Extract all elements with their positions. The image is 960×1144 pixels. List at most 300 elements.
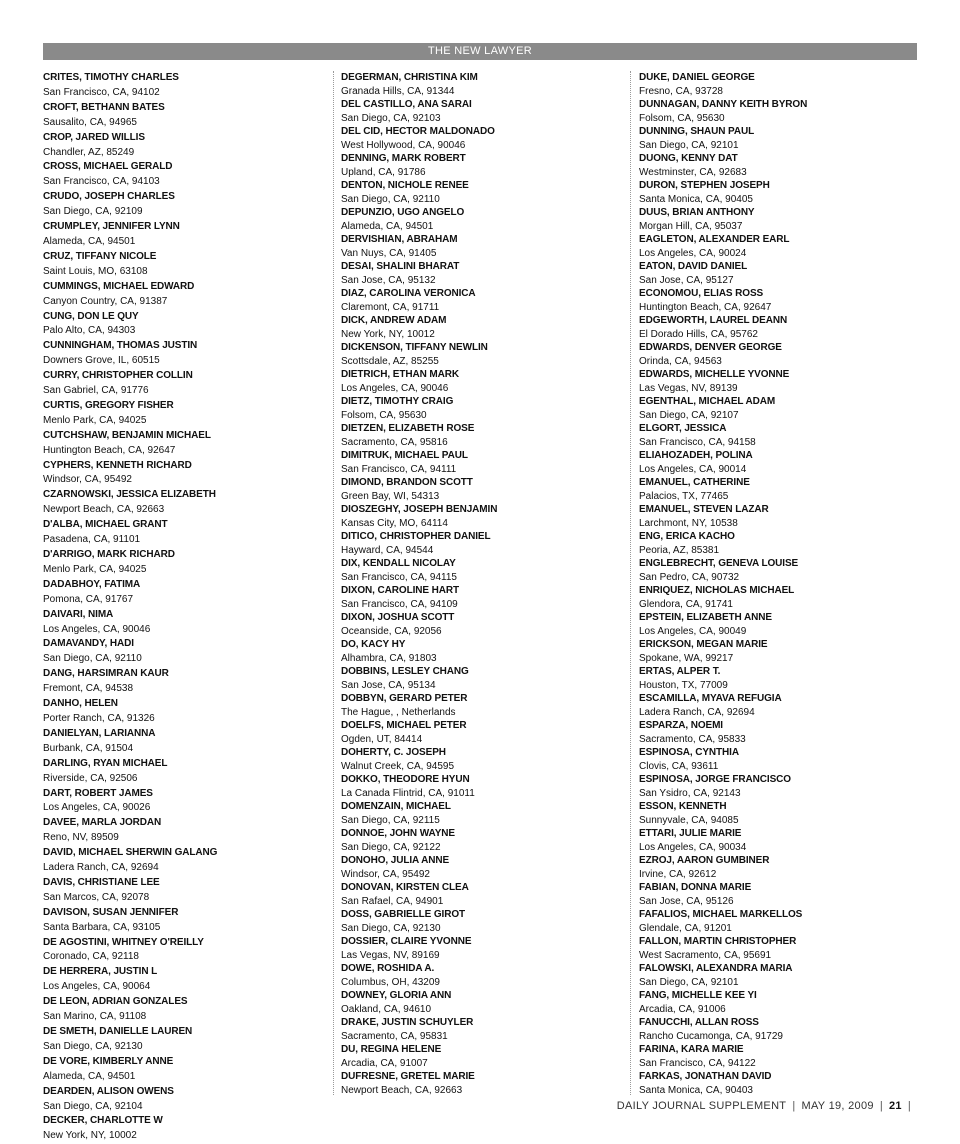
attorney-name: DE LEON, ADRIAN GONZALES: [43, 996, 188, 1008]
attorney-location: Glendora, CA, 91741: [639, 598, 733, 610]
attorney-entry: [639, 503, 909, 530]
attorney-entry: [341, 260, 611, 287]
attorney-location: Las Vegas, NV, 89169: [341, 949, 440, 961]
attorney-location: Chandler, AZ, 85249: [43, 146, 135, 158]
attorney-entry: [341, 719, 611, 746]
attorney-name: ESPINOSA, CYNTHIA: [639, 747, 739, 758]
attorney-location: San Jose, CA, 95126: [639, 895, 734, 907]
attorney-name: CROP, JARED WILLIS: [43, 131, 145, 143]
attorney-name: CROSS, MICHAEL GERALD: [43, 161, 173, 173]
attorney-name: DUONG, KENNY DAT: [639, 153, 738, 164]
attorney-name: FARINA, KARA MARIE: [639, 1044, 744, 1055]
attorney-entry: [341, 989, 611, 1016]
attorney-name: CRITES, TIMOTHY CHARLES: [43, 72, 179, 83]
attorney-name: ERTAS, ALPER T.: [639, 666, 721, 677]
attorney-name: DOSS, GABRIELLE GIROT: [341, 909, 466, 920]
attorney-entry: [43, 846, 313, 876]
column-divider: [333, 71, 334, 1095]
attorney-entry: [43, 280, 313, 310]
attorney-entry: [43, 667, 313, 697]
attorney-entry: [639, 827, 909, 854]
attorney-location: Oakland, CA, 94610: [341, 1003, 432, 1015]
attorney-location: San Jose, CA, 95127: [639, 274, 734, 286]
attorney-entry: [341, 611, 611, 638]
attorney-location: West Hollywood, CA, 90046: [341, 139, 466, 151]
attorney-location: Sausalito, CA, 94965: [43, 116, 137, 128]
attorney-name: CURTIS, GREGORY FISHER: [43, 399, 174, 411]
attorney-location: San Diego, CA, 92122: [341, 841, 441, 853]
attorney-name: DEGERMAN, CHRISTINA KIM: [341, 72, 478, 83]
attorney-name: ESCAMILLA, MYAVA REFUGIA: [639, 693, 782, 704]
attorney-name: ENG, ERICA KACHO: [639, 531, 735, 542]
attorney-location: San Diego, CA, 92109: [43, 206, 143, 218]
attorney-entry: [43, 399, 313, 429]
attorney-name: CROFT, BETHANN BATES: [43, 101, 165, 113]
attorney-name: DEL CID, HECTOR MALDONADO: [341, 126, 495, 137]
attorney-entry: [43, 1025, 313, 1055]
attorney-location: San Francisco, CA, 94111: [341, 463, 457, 475]
attorney-name: CUNG, DON LE QUY: [43, 310, 139, 322]
attorney-entry: [43, 160, 313, 190]
attorney-location: El Dorado Hills, CA, 95762: [639, 328, 758, 340]
attorney-location: Upland, CA, 91786: [341, 166, 426, 178]
attorney-entry: [639, 557, 909, 584]
attorney-location: Irvine, CA, 92612: [639, 868, 717, 880]
attorney-name: CUMMINGS, MICHAEL EDWARD: [43, 280, 195, 292]
attorney-location: San Diego, CA, 92101: [639, 139, 739, 151]
attorney-location: Newport Beach, CA, 92663: [341, 1084, 463, 1096]
attorney-entry: [43, 548, 313, 578]
attorney-name: ESPARZA, NOEMI: [639, 720, 723, 731]
attorney-location: Peoria, AZ, 85381: [639, 544, 720, 556]
attorney-entry: [341, 314, 611, 341]
attorney-entry: [341, 962, 611, 989]
attorney-name: DIXON, JOSHUA SCOTT: [341, 612, 455, 623]
attorney-name: DIETZ, TIMOTHY CRAIG: [341, 396, 454, 407]
attorney-entry: [341, 935, 611, 962]
attorney-location: Pomona, CA, 91767: [43, 593, 134, 605]
attorney-entry: [43, 727, 313, 757]
attorney-location: Windsor, CA, 95492: [43, 474, 132, 486]
attorney-entry: [639, 449, 909, 476]
attorney-name: DITICO, CHRISTOPHER DANIEL: [341, 531, 491, 542]
attorney-name: DESAI, SHALINI BHARAT: [341, 261, 460, 272]
attorney-entry: [639, 989, 909, 1016]
attorney-entry: [43, 965, 313, 995]
attorney-location: Canyon Country, CA, 91387: [43, 295, 168, 307]
attorney-entry: [43, 1114, 313, 1144]
attorney-location: Huntington Beach, CA, 92647: [43, 444, 176, 456]
attorney-location: San Diego, CA, 92107: [639, 409, 739, 421]
attorney-entry: [341, 908, 611, 935]
attorney-location: San Pedro, CA, 90732: [639, 571, 740, 583]
attorney-entry: [43, 459, 313, 489]
attorney-name: DIXON, CAROLINE HART: [341, 585, 460, 596]
attorney-name: EMANUEL, STEVEN LAZAR: [639, 504, 769, 515]
attorney-entry: [639, 746, 909, 773]
attorney-entry: [639, 962, 909, 989]
attorney-location: Los Angeles, CA, 90024: [639, 247, 747, 259]
attorney-entry: [43, 816, 313, 846]
attorney-name: DANHO, HELEN: [43, 698, 118, 710]
attorney-entry: [341, 98, 611, 125]
attorney-name: EATON, DAVID DANIEL: [639, 261, 748, 272]
attorney-location: San Francisco, CA, 94102: [43, 86, 160, 98]
attorney-entry: [639, 260, 909, 287]
attorney-entry: [639, 1016, 909, 1043]
attorney-name: EDGEWORTH, LAUREL DEANN: [639, 315, 788, 326]
attorney-name: ELGORT, JESSICA: [639, 423, 727, 434]
attorney-entry: [43, 1085, 313, 1115]
attorney-location: Van Nuys, CA, 91405: [341, 247, 437, 259]
section-header: THE NEW LAWYER: [43, 43, 917, 60]
attorney-location: San Francisco, CA, 94158: [639, 436, 756, 448]
attorney-entry: [639, 341, 909, 368]
attorney-location: Oceanside, CA, 92056: [341, 625, 442, 637]
attorney-entry: [43, 220, 313, 250]
attorney-location: Alhambra, CA, 91803: [341, 652, 437, 664]
attorney-entry: [639, 692, 909, 719]
attorney-entry: [639, 935, 909, 962]
attorney-entry: [639, 611, 909, 638]
attorney-location: Alameda, CA, 94501: [43, 235, 136, 247]
attorney-entry: [341, 854, 611, 881]
attorney-entry: [43, 488, 313, 518]
attorney-location: Ladera Ranch, CA, 92694: [43, 862, 159, 874]
attorney-name: EDWARDS, DENVER GEORGE: [639, 342, 782, 353]
attorney-location: Santa Monica, CA, 90403: [639, 1084, 753, 1096]
attorney-location: Glendale, CA, 91201: [639, 922, 732, 934]
attorney-name: FALOWSKI, ALEXANDRA MARIA: [639, 963, 793, 974]
attorney-entry: [341, 638, 611, 665]
attorney-name: DIETRICH, ETHAN MARK: [341, 369, 459, 380]
attorney-name: FANUCCHI, ALLAN ROSS: [639, 1017, 759, 1028]
attorney-name: DICK, ANDREW ADAM: [341, 315, 447, 326]
attorney-name: FAFALIOS, MICHAEL MARKELLOS: [639, 909, 803, 920]
attorney-entry: [43, 697, 313, 727]
attorney-name: D'ARRIGO, MARK RICHARD: [43, 549, 175, 560]
attorney-name: DUUS, BRIAN ANTHONY: [639, 207, 755, 218]
attorney-name: DRAKE, JUSTIN SCHUYLER: [341, 1017, 474, 1028]
attorney-name: DAVEE, MARLA JORDAN: [43, 817, 162, 829]
attorney-name: FABIAN, DONNA MARIE: [639, 882, 752, 893]
attorney-entry: [43, 876, 313, 906]
listing-column-2: [341, 71, 611, 1097]
attorney-entry: [43, 608, 313, 638]
attorney-location: Menlo Park, CA, 94025: [43, 563, 147, 575]
attorney-entry: [341, 71, 611, 98]
attorney-location: Burbank, CA, 91504: [43, 742, 134, 754]
attorney-location: Folsom, CA, 95630: [639, 112, 725, 124]
attorney-name: DAVIS, CHRISTIANE LEE: [43, 876, 160, 888]
attorney-name: FANG, MICHELLE KEE YI: [639, 990, 757, 1001]
attorney-entry: [43, 936, 313, 966]
attorney-entry: [639, 665, 909, 692]
attorney-location: San Jose, CA, 95134: [341, 679, 436, 691]
attorney-entry: [341, 692, 611, 719]
attorney-entry: [639, 206, 909, 233]
attorney-name: DIX, KENDALL NICOLAY: [341, 558, 456, 569]
attorney-name: EDWARDS, MICHELLE YVONNE: [639, 369, 790, 380]
attorney-location: The Hague, , Netherlands: [341, 706, 456, 718]
attorney-name: DART, ROBERT JAMES: [43, 787, 153, 799]
attorney-entry: [639, 422, 909, 449]
attorney-name: DIETZEN, ELIZABETH ROSE: [341, 423, 475, 434]
attorney-name: DO, KACY HY: [341, 639, 406, 650]
attorney-name: DIOSZEGHY, JOSEPH BENJAMIN: [341, 504, 498, 515]
attorney-entry: [341, 395, 611, 422]
publication-name: DAILY JOURNAL SUPPLEMENT: [616, 1100, 787, 1112]
attorney-name: DOWE, ROSHIDA A.: [341, 963, 435, 974]
attorney-name: DANIELYAN, LARIANNA: [43, 727, 156, 739]
attorney-name: ELIAHOZADEH, POLINA: [639, 450, 753, 461]
attorney-entry: [43, 369, 313, 399]
attorney-name: ENRIQUEZ, NICHOLAS MICHAEL: [639, 585, 795, 596]
attorney-location: Westminster, CA, 92683: [639, 166, 747, 178]
attorney-name: ESSON, KENNETH: [639, 801, 727, 812]
attorney-entry: [639, 152, 909, 179]
attorney-name: DIMOND, BRANDON SCOTT: [341, 477, 473, 488]
attorney-name: DUFRESNE, GRETEL MARIE: [341, 1071, 475, 1082]
attorney-location: Los Angeles, CA, 90026: [43, 802, 151, 814]
attorney-name: DEPUNZIO, UGO ANGELO: [341, 207, 465, 218]
attorney-location: Sacramento, CA, 95831: [341, 1030, 448, 1042]
attorney-name: CUNNINGHAM, THOMAS JUSTIN: [43, 340, 198, 352]
attorney-name: DAVID, MICHAEL SHERWIN GALANG: [43, 847, 218, 859]
attorney-location: Sunnyvale, CA, 94085: [639, 814, 739, 826]
attorney-name: DE VORE, KIMBERLY ANNE: [43, 1055, 174, 1067]
attorney-location: San Diego, CA, 92130: [341, 922, 441, 934]
attorney-entry: [639, 125, 909, 152]
attorney-entry: [341, 503, 611, 530]
attorney-name: DE AGOSTINI, WHITNEY O'REILLY: [43, 936, 204, 948]
attorney-entry: [639, 773, 909, 800]
attorney-name: D'ALBA, MICHAEL GRANT: [43, 519, 168, 531]
attorney-entry: [341, 179, 611, 206]
attorney-name: ESPINOSA, JORGE FRANCISCO: [639, 774, 791, 785]
attorney-location: Downers Grove, IL, 60515: [43, 355, 160, 367]
attorney-entry: [341, 557, 611, 584]
attorney-location: Pasadena, CA, 91101: [43, 534, 141, 546]
attorney-name: DONNOE, JOHN WAYNE: [341, 828, 455, 839]
attorney-entry: [639, 881, 909, 908]
attorney-location: San Diego, CA, 92110: [341, 193, 440, 205]
attorney-entry: [341, 530, 611, 557]
attorney-entry: [639, 908, 909, 935]
attorney-entry: [43, 71, 313, 101]
attorney-entry: [639, 368, 909, 395]
attorney-location: Los Angeles, CA, 90046: [341, 382, 449, 394]
attorney-location: Houston, TX, 77009: [639, 679, 728, 691]
issue-date: MAY 19, 2009: [801, 1100, 874, 1112]
attorney-name: DARLING, RYAN MICHAEL: [43, 757, 168, 769]
attorney-entry: [639, 179, 909, 206]
attorney-name: CZARNOWSKI, JESSICA ELIZABETH: [43, 489, 216, 501]
attorney-entry: [639, 719, 909, 746]
attorney-name: DE SMETH, DANIELLE LAUREN: [43, 1026, 193, 1037]
attorney-entry: [639, 233, 909, 260]
attorney-name: DENNING, MARK ROBERT: [341, 153, 466, 164]
attorney-location: San Marino, CA, 91108: [43, 1011, 147, 1023]
attorney-location: Spokane, WA, 99217: [639, 652, 734, 664]
attorney-entry: [43, 757, 313, 787]
page-footer: [617, 1100, 917, 1112]
attorney-location: San Diego, CA, 92103: [341, 112, 441, 124]
attorney-name: DERVISHIAN, ABRAHAM: [341, 234, 458, 245]
attorney-entry: [341, 584, 611, 611]
attorney-entry: [341, 476, 611, 503]
attorney-name: CYPHERS, KENNETH RICHARD: [43, 459, 192, 471]
attorney-name: DOSSIER, CLAIRE YVONNE: [341, 936, 472, 947]
attorney-name: DOBBINS, LESLEY CHANG: [341, 666, 469, 677]
attorney-location: Alameda, CA, 94501: [43, 1070, 136, 1082]
listing-column-1: [43, 71, 313, 1144]
attorney-name: DIMITRUK, MICHAEL PAUL: [341, 450, 468, 461]
attorney-location: Ogden, UT, 84414: [341, 733, 423, 745]
attorney-location: Newport Beach, CA, 92663: [43, 504, 165, 516]
attorney-location: Los Angeles, CA, 90064: [43, 981, 151, 993]
attorney-location: San Francisco, CA, 94115: [341, 571, 457, 583]
attorney-location: Saint Louis, MO, 63108: [43, 265, 148, 277]
attorney-location: Arcadia, CA, 91007: [341, 1057, 428, 1069]
attorney-entry: [639, 314, 909, 341]
attorney-location: Claremont, CA, 91711: [341, 301, 440, 313]
attorney-entry: [43, 310, 313, 340]
attorney-location: Riverside, CA, 92506: [43, 772, 138, 784]
attorney-name: DADABHOY, FATIMA: [43, 578, 141, 590]
attorney-entry: [341, 827, 611, 854]
attorney-location: New York, NY, 10012: [341, 328, 435, 340]
attorney-location: San Francisco, CA, 94103: [43, 176, 160, 188]
attorney-name: DENTON, NICHOLE RENEE: [341, 180, 469, 191]
attorney-entry: [341, 449, 611, 476]
page-number: 21: [888, 1100, 902, 1112]
attorney-location: San Jose, CA, 95132: [341, 274, 436, 286]
attorney-location: Windsor, CA, 95492: [341, 868, 430, 880]
attorney-location: San Diego, CA, 92130: [43, 1040, 143, 1052]
attorney-name: DAMAVANDY, HADI: [43, 638, 134, 650]
attorney-name: DEL CASTILLO, ANA SARAI: [341, 99, 472, 110]
attorney-location: Scottsdale, AZ, 85255: [341, 355, 439, 367]
attorney-name: DU, REGINA HELENE: [341, 1044, 442, 1055]
attorney-entry: [639, 71, 909, 98]
attorney-name: CRUMPLEY, JENNIFER LYNN: [43, 221, 180, 233]
attorney-name: DECKER, CHARLOTTE W: [43, 1115, 163, 1127]
attorney-entry: [341, 206, 611, 233]
attorney-name: ECONOMOU, ELIAS ROSS: [639, 288, 764, 299]
attorney-location: Folsom, CA, 95630: [341, 409, 427, 421]
attorney-location: Morgan Hill, CA, 95037: [639, 220, 743, 232]
attorney-entry: [341, 125, 611, 152]
attorney-name: DAVISON, SUSAN JENNIFER: [43, 906, 179, 918]
attorney-location: Coronado, CA, 92118: [43, 951, 139, 963]
attorney-name: DUNNAGAN, DANNY KEITH BYRON: [639, 99, 808, 110]
attorney-name: DUNNING, SHAUN PAUL: [639, 126, 755, 137]
attorney-entry: [639, 476, 909, 503]
attorney-location: San Marcos, CA, 92078: [43, 891, 150, 903]
attorney-name: FARKAS, JONATHAN DAVID: [639, 1071, 772, 1082]
attorney-name: CURRY, CHRISTOPHER COLLIN: [43, 370, 193, 382]
attorney-location: Huntington Beach, CA, 92647: [639, 301, 772, 313]
attorney-name: DIAZ, CAROLINA VERONICA: [341, 288, 476, 299]
attorney-entry: [639, 584, 909, 611]
attorney-location: Menlo Park, CA, 94025: [43, 414, 147, 426]
attorney-entry: [341, 287, 611, 314]
attorney-location: San Ysidro, CA, 92143: [639, 787, 741, 799]
attorney-entry: [341, 341, 611, 368]
attorney-location: Ladera Ranch, CA, 92694: [639, 706, 755, 718]
attorney-location: Larchmont, NY, 10538: [639, 517, 738, 529]
attorney-name: DUKE, DANIEL GEORGE: [639, 72, 755, 83]
attorney-entry: [43, 339, 313, 369]
attorney-location: San Francisco, CA, 94109: [341, 598, 458, 610]
attorney-location: Reno, NV, 89509: [43, 832, 119, 844]
attorney-name: DOELFS, MICHAEL PETER: [341, 720, 467, 731]
attorney-location: Palacios, TX, 77465: [639, 490, 729, 502]
attorney-entry: [639, 530, 909, 557]
attorney-location: Hayward, CA, 94544: [341, 544, 434, 556]
attorney-name: EPSTEIN, ELIZABETH ANNE: [639, 612, 772, 623]
attorney-location: Walnut Creek, CA, 94595: [341, 760, 455, 772]
attorney-entry: [639, 1043, 909, 1070]
attorney-name: EMANUEL, CATHERINE: [639, 477, 750, 488]
attorney-entry: [639, 287, 909, 314]
attorney-name: DOBBYN, GERARD PETER: [341, 693, 468, 704]
attorney-location: Clovis, CA, 93611: [639, 760, 719, 772]
attorney-entry: [341, 368, 611, 395]
attorney-entry: [341, 881, 611, 908]
attorney-location: Porter Ranch, CA, 91326: [43, 712, 155, 724]
attorney-location: La Canada Flintrid, CA, 91011: [341, 787, 475, 799]
attorney-name: EAGLETON, ALEXANDER EARL: [639, 234, 790, 245]
attorney-entry: [341, 800, 611, 827]
attorney-name: FALLON, MARTIN CHRISTOPHER: [639, 936, 797, 947]
attorney-location: Arcadia, CA, 91006: [639, 1003, 726, 1015]
attorney-entry: [43, 429, 313, 459]
attorney-location: Kansas City, MO, 64114: [341, 517, 448, 529]
attorney-location: Los Angeles, CA, 90034: [639, 841, 747, 853]
attorney-entry: [43, 906, 313, 936]
attorney-name: DONOHO, JULIA ANNE: [341, 855, 450, 866]
attorney-name: DOWNEY, GLORIA ANN: [341, 990, 452, 1001]
attorney-name: DEARDEN, ALISON OWENS: [43, 1085, 174, 1097]
column-divider: [630, 71, 631, 1095]
attorney-entry: [341, 665, 611, 692]
attorney-entry: [43, 518, 313, 548]
attorney-location: Palo Alto, CA, 94303: [43, 325, 136, 337]
attorney-name: DAIVARI, NIMA: [43, 608, 114, 620]
attorney-location: San Diego, CA, 92115: [341, 814, 440, 826]
attorney-location: Las Vegas, NV, 89139: [639, 382, 738, 394]
attorney-location: Columbus, OH, 43209: [341, 976, 440, 988]
attorney-entry: [341, 1070, 611, 1097]
attorney-location: San Francisco, CA, 94122: [639, 1057, 756, 1069]
attorney-entry: [43, 637, 313, 667]
attorney-name: DONOVAN, KIRSTEN CLEA: [341, 882, 469, 893]
attorney-location: Fremont, CA, 94538: [43, 683, 134, 695]
attorney-name: ERICKSON, MEGAN MARIE: [639, 639, 768, 650]
attorney-location: Santa Barbara, CA, 93105: [43, 921, 161, 933]
attorney-name: EZROJ, AARON GUMBINER: [639, 855, 770, 866]
attorney-name: CUTCHSHAW, BENJAMIN MICHAEL: [43, 429, 211, 441]
attorney-location: San Gabriel, CA, 91776: [43, 385, 149, 397]
attorney-name: CRUDO, JOSEPH CHARLES: [43, 191, 175, 203]
attorney-entry: [43, 101, 313, 131]
attorney-entry: [639, 800, 909, 827]
attorney-name: DANG, HARSIMRAN KAUR: [43, 668, 169, 680]
attorney-location: Sacramento, CA, 95816: [341, 436, 448, 448]
attorney-name: CRUZ, TIFFANY NICOLE: [43, 250, 157, 262]
